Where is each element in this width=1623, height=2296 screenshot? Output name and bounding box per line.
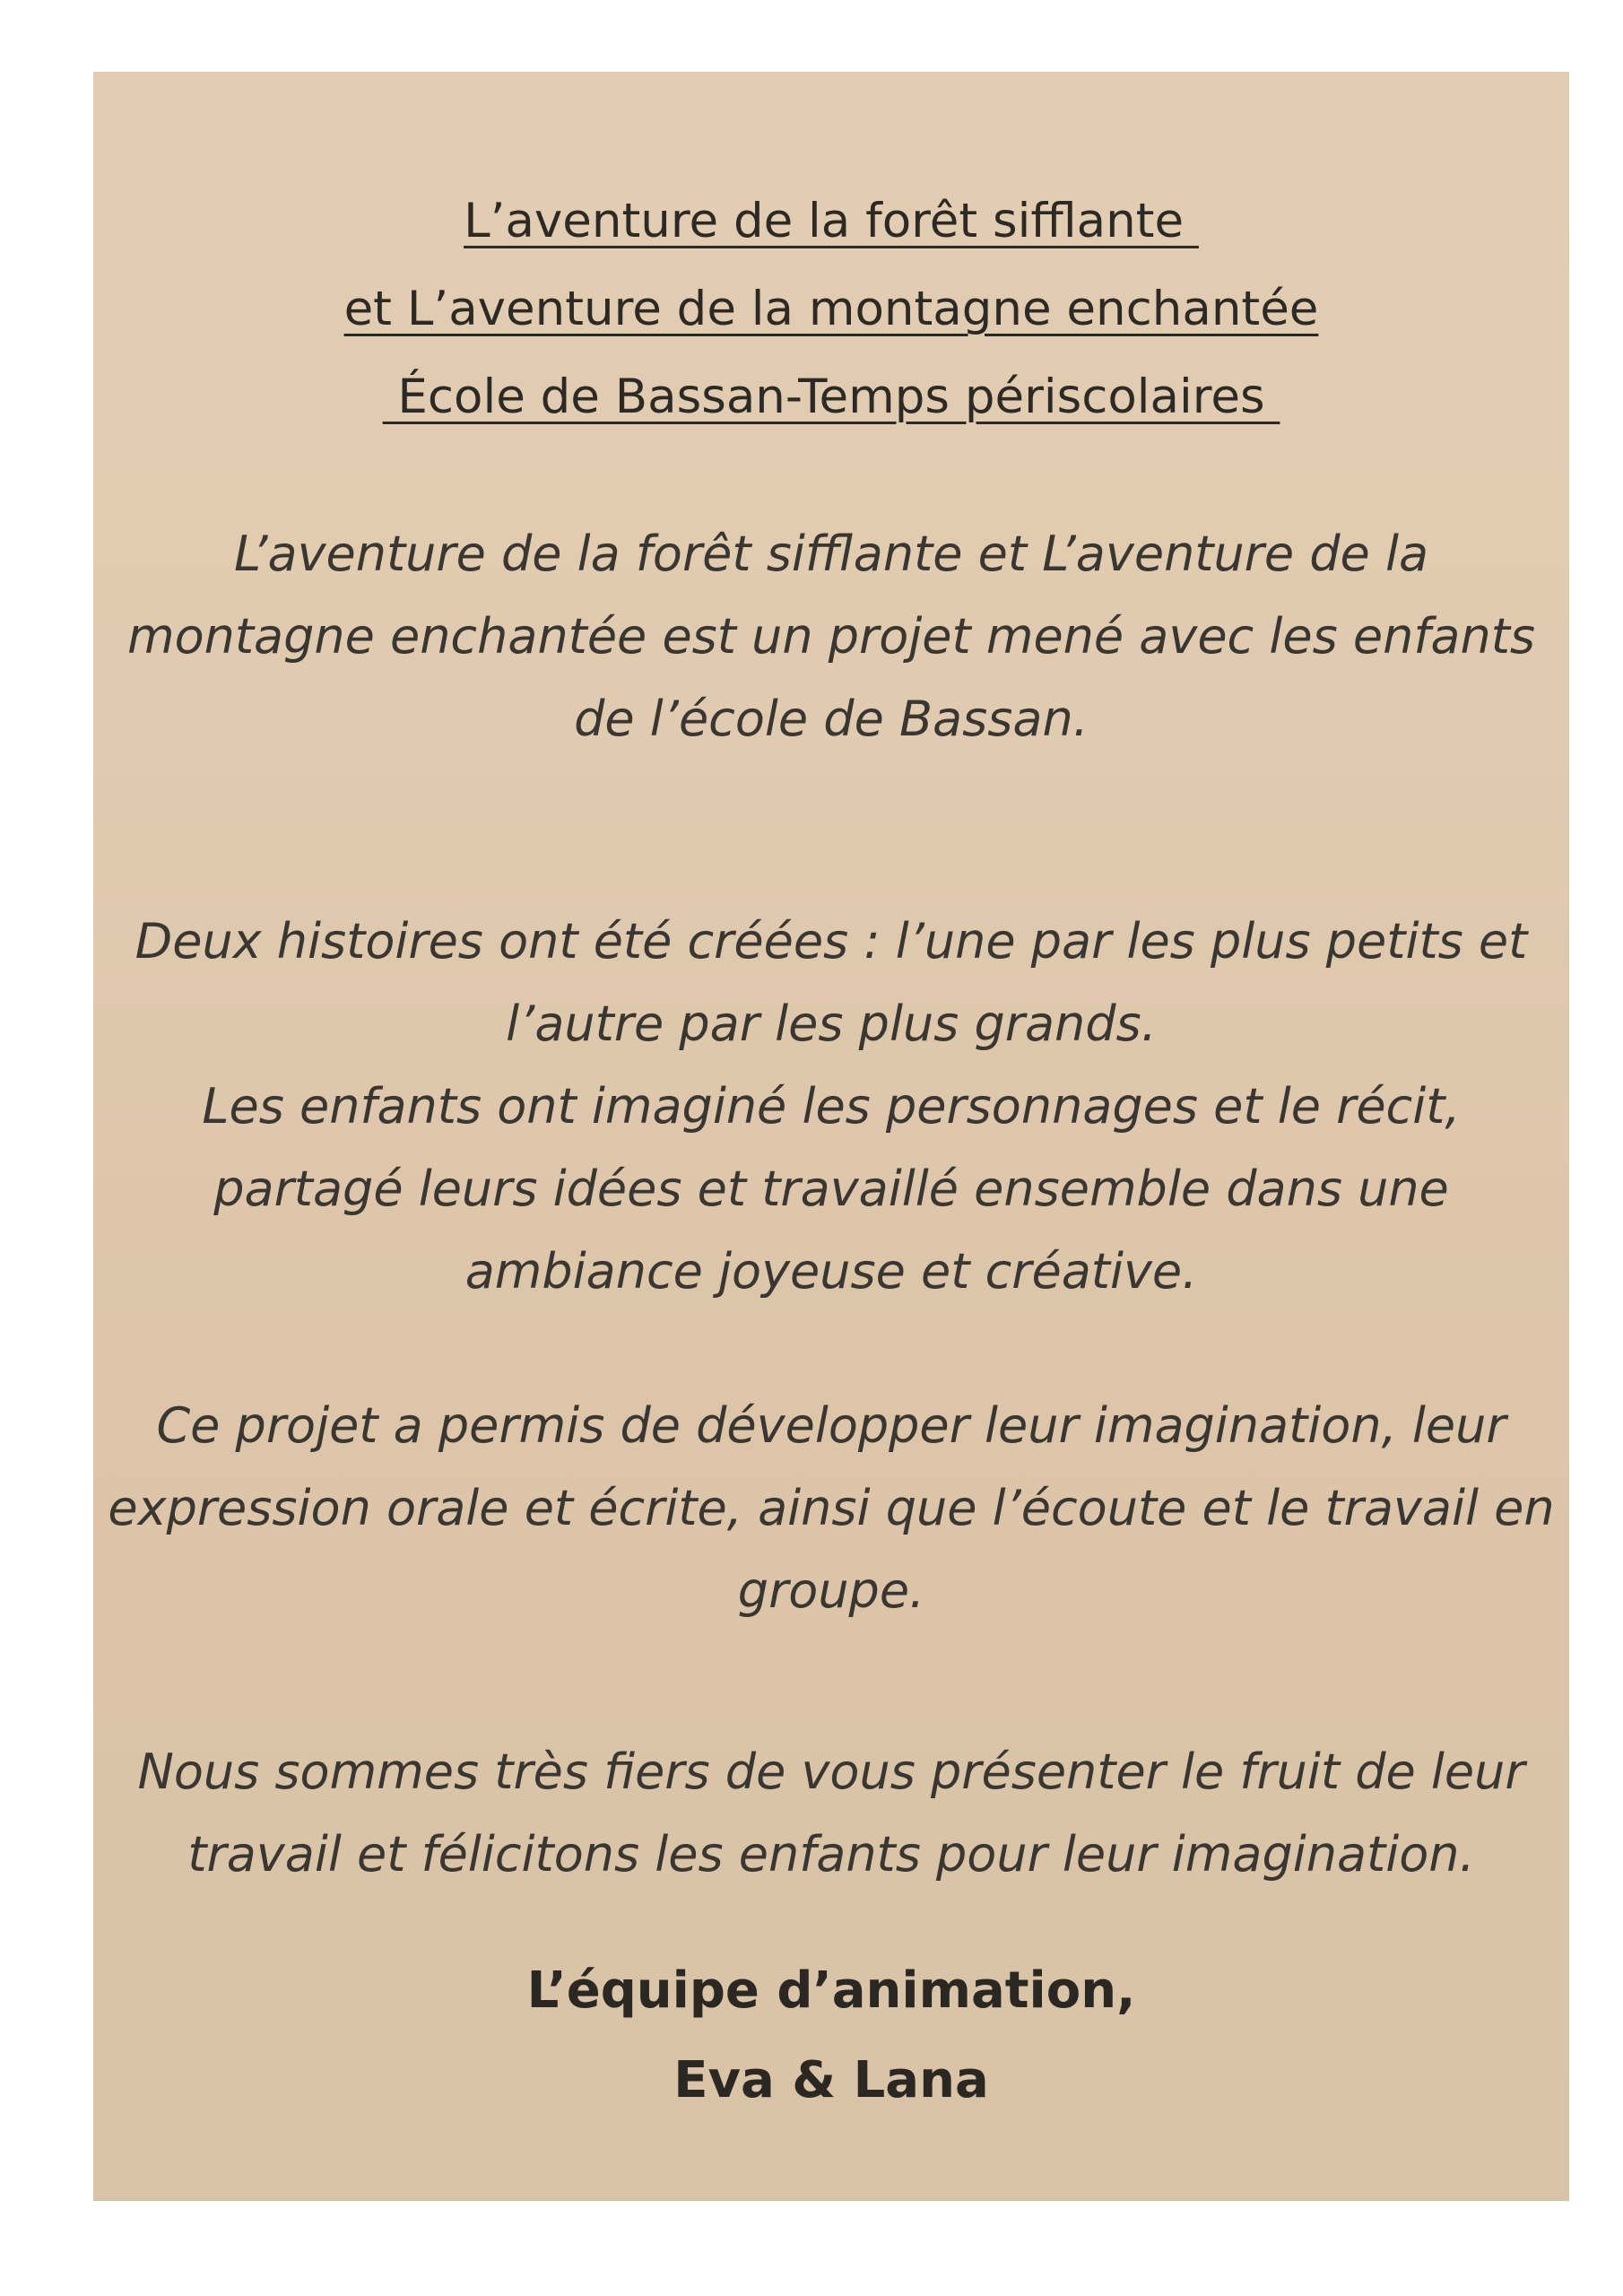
signature-line-1: L’équipe d’animation, [526, 1961, 1136, 2020]
title-line-1: L’aventure de la forêt sifflante [464, 194, 1199, 248]
paragraph-line: Nous sommes très fiers de vous présenter le fruit de leur [137, 1744, 1525, 1800]
paragraph-4 [93, 1731, 1569, 1896]
document-title [93, 178, 1569, 441]
paragraph-line: L’aventure de la forêt sifflante et L’aventure de la [233, 526, 1429, 582]
paragraph-line: expression orale et écrite, ainsi que l’écoute et le travail en [108, 1480, 1555, 1536]
paragraph-line: ambiance joyeuse et créative. [464, 1243, 1198, 1300]
paragraph-1 [93, 513, 1569, 761]
paragraph-line: travail et félicitons les enfants pour leur imagination. [187, 1826, 1475, 1883]
document-sheet [93, 72, 1569, 2201]
title-line-2: et L’aventure de la montagne enchantée [343, 282, 1319, 336]
paragraph-3 [93, 1385, 1569, 1632]
paragraph-line: de l’école de Bassan. [574, 691, 1089, 747]
signature-line-2: Eva & Lana [673, 2051, 989, 2109]
paragraph-line: partagé leurs idées et travaillé ensemble dans une [213, 1161, 1449, 1217]
paragraph-line: Ce projet a permis de développer leur imagination, leur [156, 1397, 1506, 1454]
paragraph-line: Les enfants ont imaginé les personnages et le récit, [202, 1078, 1461, 1135]
paragraph-line: groupe. [737, 1562, 925, 1619]
signature [93, 1946, 1569, 2126]
paragraph-2 [93, 900, 1569, 1313]
paragraph-line: montagne enchantée est un projet mené avec les enfants [126, 608, 1536, 665]
paragraph-line: Deux histoires ont été créées : l’une par les plus petits et [135, 913, 1528, 970]
paragraph-line: l’autre par les plus grands. [506, 996, 1157, 1052]
title-line-3: École de Bassan-Temps périscolaires [382, 370, 1280, 424]
